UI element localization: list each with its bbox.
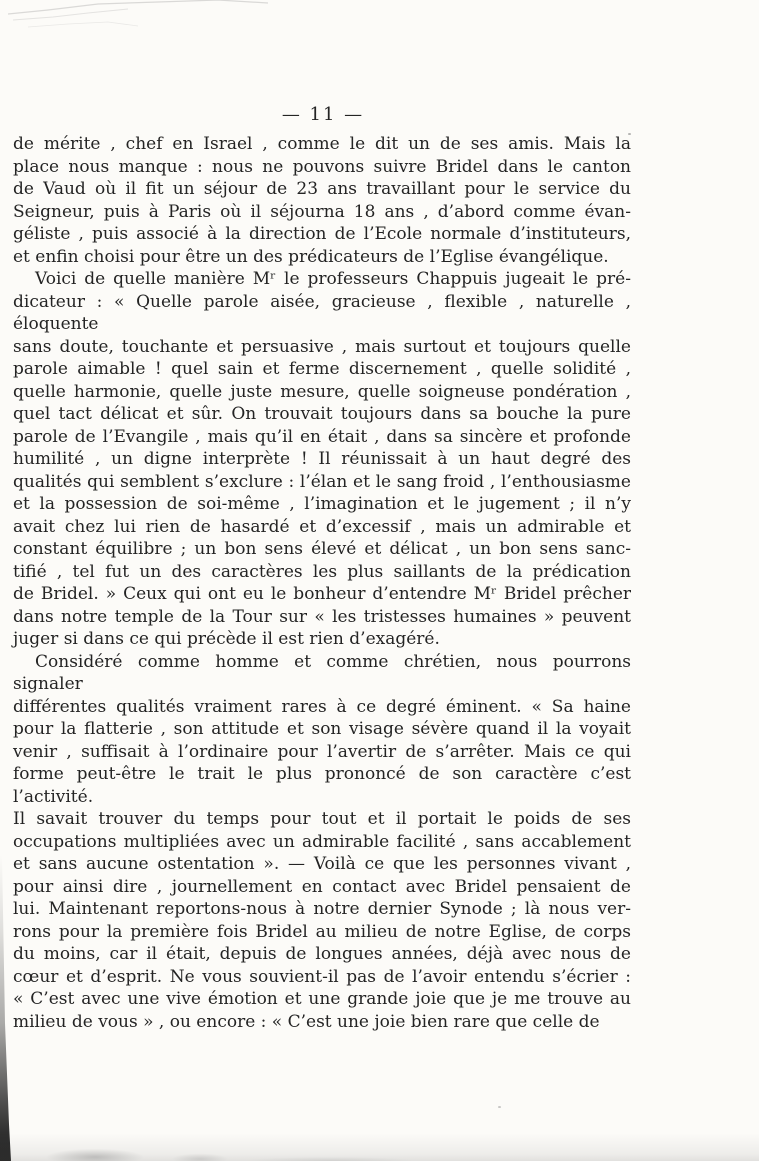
text-line: « C’est avec une vive émotion et une grande joie que je me trouve au [13,989,631,1009]
scan-spine-shadow-artifact [0,855,11,1161]
text-line: quelle harmonie, quelle juste mesure, quelle soigneuse pondération , [13,381,631,402]
scan-dot-artifact [498,1106,501,1108]
text-line: différentes qualités vraiment rares à ce degré éminent. « Sa haine [13,696,631,717]
text-line: place nous manque : nous ne pouvons suivre Bridel dans le canton [13,156,631,177]
text-line: du moins, car il était, depuis de longues années, déjà avec nous de [13,944,631,964]
text-line: géliste , puis associé à la direction de l’Ecole normale d’instituteurs, [13,224,631,244]
text-line: avait chez lui rien de hasardé et d’excessif , mais un admirable et [13,516,631,537]
text-line: Seigneur, puis à Paris où il séjourna 18 ans , d’abord comme évan- [13,201,631,222]
text-line: Considéré comme homme et comme chrétien, nous pourrons signaler [13,651,631,694]
text-line: de Bridel. » Ceux qui ont eu le bonheur d’entendre Mʳ Bridel prêcher [13,584,631,604]
text-line: pour la flatterie , son attitude et son visage sévère quand il la voyait [13,719,631,739]
scan-scratch-artifact [8,0,288,40]
text-line: parole de l’Evangile , mais qu’il en était , dans sa sincère et profonde [13,426,631,447]
text-line: humilité , un digne interprète ! Il réunissait à un haut degré des [13,449,631,469]
text-line: et sans aucune ostentation ». — Voilà ce que les personnes vivant , [13,854,631,874]
text-line: dans notre temple de la Tour sur « les tristesses humaines » peuvent [13,606,631,627]
text-line: milieu de vous » , ou encore : « C’est une joie bien rare que celle de [13,1011,600,1032]
text-line: constant équilibre ; un bon sens élevé et délicat , un bon sens sanc- [13,539,631,559]
text-line: et enfin choisi pour être un des prédicateurs de l’Eglise évangélique. [13,246,609,267]
text-block [13,133,631,1033]
text-line: Voici de quelle manière Mʳ le professeurs Chappuis jugeait le pré- [35,269,631,289]
text-line: venir , suffisait à l’ordinaire pour l’avertir de s’arrêter. Mais ce qui [13,741,631,762]
text-line: tifié , tel fut un des caractères les plus saillants de la prédication [13,561,631,582]
text-line: parole aimable ! quel sain et ferme discernement , quelle solidité , [13,359,631,379]
text-line: de Vaud où il fit un séjour de 23 ans travaillant pour le service du [13,179,631,199]
text-line: lui. Maintenant reportons-nous à notre dernier Synode ; là nous ver- [13,899,631,919]
text-line: Il savait trouver du temps pour tout et il portait le poids de ses [13,809,631,829]
text-line: pour ainsi dire , journellement en contact avec Bridel pensaient de [13,876,631,897]
text-line: et la possession de soi-même , l’imagination et le jugement ; il n’y [13,494,631,514]
text-line: rons pour la première fois Bridel au milieu de notre Eglise, de corps [13,921,631,942]
text-line: dicateur : « Quelle parole aisée, gracieuse , flexible , naturelle , éloquente [13,291,631,334]
text-line: occupations multipliées avec un admirable facilité , sans accablement [13,831,631,852]
text-line: qualités qui semblent s’exclure : l’élan et le sang froid , l’enthousiasme [13,471,631,492]
text-line: forme peut-être le trait le plus prononcé de son caractère c’est l’activité. [13,764,631,807]
text-line: sans doute, touchante et persuasive , mais surtout et toujours quelle [13,336,631,357]
scan-bottom-speckle-artifact [0,1133,759,1161]
scan-dot-artifact [628,133,631,135]
text-line: cœur et d’esprit. Ne vous souvient-il pas de l’avoir entendu s’écrier : [13,966,631,987]
text-line: quel tact délicat et sûr. On trouvait toujours dans sa bouche la pure [13,404,631,424]
text-line: juger si dans ce qui précède il est rien d’exagéré. [13,629,440,649]
text-line: de mérite , chef en Israel , comme le dit un de ses amis. Mais la [13,134,631,154]
page-number: — 11 — [281,104,365,125]
